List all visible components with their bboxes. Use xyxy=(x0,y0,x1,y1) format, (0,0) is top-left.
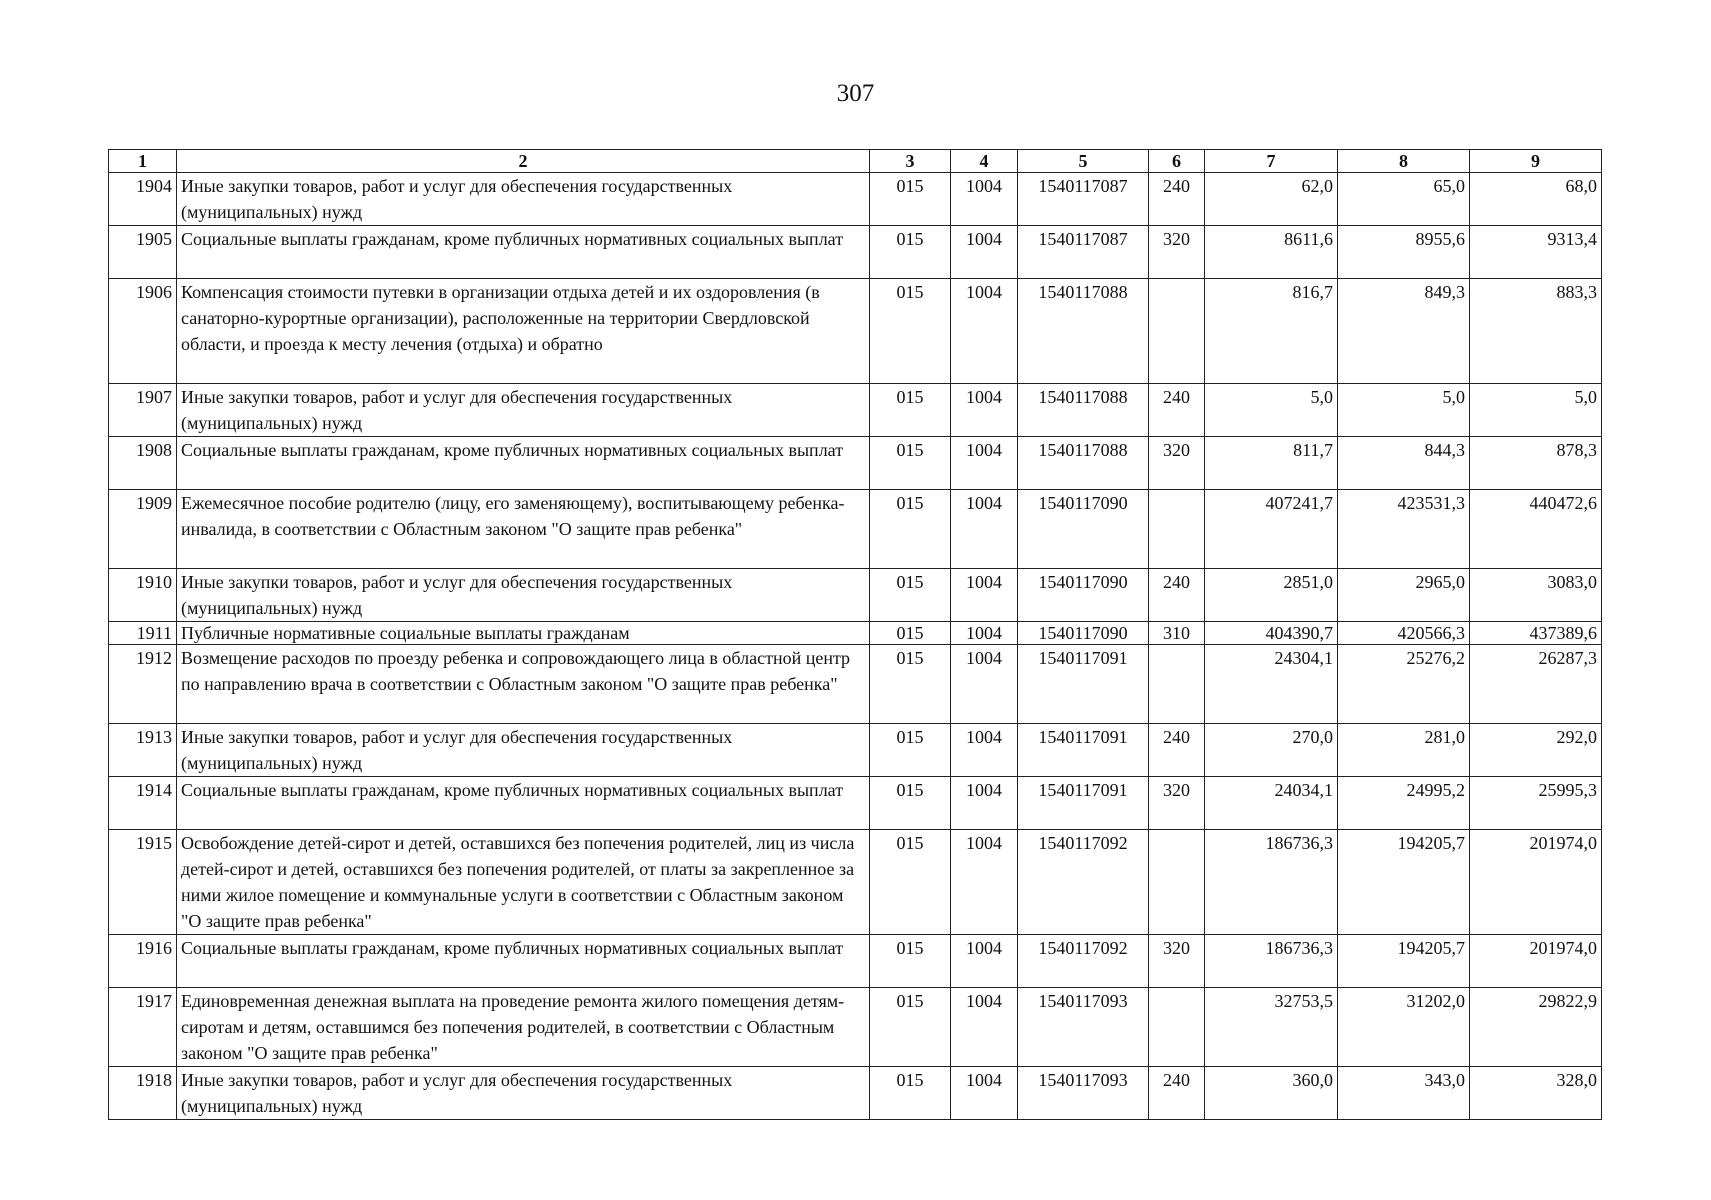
row-code-section: 1004 xyxy=(951,645,1018,724)
row-value-col8: 281,0 xyxy=(1338,724,1470,777)
table-row xyxy=(109,1067,1602,1120)
row-value-col8: 8955,6 xyxy=(1338,226,1470,279)
row-value-col9: 201974,0 xyxy=(1470,830,1602,935)
row-description: Компенсация стоимости путевки в организации отдыха детей и их оздоровления (в санаторно-курортные организации), расположенные на территории Свердловской области, и проезда к месту лечения (отдыха) и обратно xyxy=(177,279,870,384)
row-number: 1908 xyxy=(109,437,177,490)
row-value-col8: 194205,7 xyxy=(1338,830,1470,935)
header-row xyxy=(109,150,1602,173)
column-header: 3 xyxy=(870,150,951,173)
row-value-col9: 437389,6 xyxy=(1470,622,1602,645)
row-number: 1910 xyxy=(109,569,177,622)
row-code-type: 320 xyxy=(1149,777,1205,830)
row-code-section: 1004 xyxy=(951,226,1018,279)
row-value-col7: 8611,6 xyxy=(1205,226,1338,279)
row-description: Публичные нормативные социальные выплаты гражданам xyxy=(177,622,870,645)
row-code-target: 1540117091 xyxy=(1018,777,1149,830)
row-code-target: 1540117087 xyxy=(1018,226,1149,279)
table-row xyxy=(109,724,1602,777)
row-value-col9: 3083,0 xyxy=(1470,569,1602,622)
row-value-col9: 201974,0 xyxy=(1470,935,1602,988)
row-code-section: 1004 xyxy=(951,830,1018,935)
row-code-target: 1540117088 xyxy=(1018,279,1149,384)
row-value-col8: 849,3 xyxy=(1338,279,1470,384)
row-code-admin: 015 xyxy=(870,569,951,622)
row-value-col7: 186736,3 xyxy=(1205,830,1338,935)
row-code-section: 1004 xyxy=(951,384,1018,437)
row-value-col9: 68,0 xyxy=(1470,173,1602,226)
column-header: 6 xyxy=(1149,150,1205,173)
table-row xyxy=(109,173,1602,226)
row-code-section: 1004 xyxy=(951,622,1018,645)
row-value-col9: 878,3 xyxy=(1470,437,1602,490)
row-value-col7: 24034,1 xyxy=(1205,777,1338,830)
row-value-col8: 5,0 xyxy=(1338,384,1470,437)
row-code-admin: 015 xyxy=(870,645,951,724)
row-value-col9: 25995,3 xyxy=(1470,777,1602,830)
row-code-target: 1540117088 xyxy=(1018,437,1149,490)
row-code-type xyxy=(1149,988,1205,1067)
column-header: 7 xyxy=(1205,150,1338,173)
row-code-admin: 015 xyxy=(870,279,951,384)
row-code-type: 310 xyxy=(1149,622,1205,645)
row-value-col8: 423531,3 xyxy=(1338,490,1470,569)
row-code-section: 1004 xyxy=(951,569,1018,622)
row-code-section: 1004 xyxy=(951,724,1018,777)
row-value-col9: 29822,9 xyxy=(1470,988,1602,1067)
row-code-admin: 015 xyxy=(870,1067,951,1120)
row-code-admin: 015 xyxy=(870,988,951,1067)
row-description: Иные закупки товаров, работ и услуг для обеспечения государственных (муниципальных) нужд xyxy=(177,173,870,226)
row-code-admin: 015 xyxy=(870,777,951,830)
row-code-type xyxy=(1149,490,1205,569)
row-value-col7: 811,7 xyxy=(1205,437,1338,490)
row-description: Иные закупки товаров, работ и услуг для обеспечения государственных (муниципальных) нужд xyxy=(177,384,870,437)
column-header: 2 xyxy=(177,150,870,173)
row-code-type: 320 xyxy=(1149,935,1205,988)
table-row xyxy=(109,622,1602,645)
row-code-type: 240 xyxy=(1149,1067,1205,1120)
row-value-col9: 883,3 xyxy=(1470,279,1602,384)
row-code-target: 1540117090 xyxy=(1018,622,1149,645)
row-code-type: 240 xyxy=(1149,173,1205,226)
row-code-section: 1004 xyxy=(951,935,1018,988)
row-value-col7: 62,0 xyxy=(1205,173,1338,226)
table-row xyxy=(109,384,1602,437)
table-row xyxy=(109,226,1602,279)
row-code-type: 240 xyxy=(1149,724,1205,777)
row-code-target: 1540117087 xyxy=(1018,173,1149,226)
row-code-admin: 015 xyxy=(870,622,951,645)
row-description: Социальные выплаты гражданам, кроме публичных нормативных социальных выплат xyxy=(177,777,870,830)
budget-table xyxy=(108,149,1602,1120)
page-number: 307 xyxy=(836,80,875,107)
row-description: Ежемесячное пособие родителю (лицу, его заменяющему), воспитывающему ребенка-инвалида, в соответствии с Областным законом "О защите прав ребенка" xyxy=(177,490,870,569)
row-value-col7: 816,7 xyxy=(1205,279,1338,384)
row-code-section: 1004 xyxy=(951,437,1018,490)
row-value-col8: 65,0 xyxy=(1338,173,1470,226)
column-header: 5 xyxy=(1018,150,1149,173)
row-code-target: 1540117092 xyxy=(1018,935,1149,988)
table-row xyxy=(109,777,1602,830)
row-code-admin: 015 xyxy=(870,830,951,935)
row-number: 1914 xyxy=(109,777,177,830)
row-value-col7: 407241,7 xyxy=(1205,490,1338,569)
row-code-admin: 015 xyxy=(870,173,951,226)
row-value-col7: 24304,1 xyxy=(1205,645,1338,724)
row-number: 1918 xyxy=(109,1067,177,1120)
row-code-admin: 015 xyxy=(870,724,951,777)
row-code-target: 1540117090 xyxy=(1018,569,1149,622)
row-value-col8: 343,0 xyxy=(1338,1067,1470,1120)
row-code-section: 1004 xyxy=(951,173,1018,226)
row-number: 1913 xyxy=(109,724,177,777)
row-code-type: 320 xyxy=(1149,437,1205,490)
row-value-col9: 440472,6 xyxy=(1470,490,1602,569)
row-value-col9: 5,0 xyxy=(1470,384,1602,437)
row-value-col7: 360,0 xyxy=(1205,1067,1338,1120)
row-code-type: 240 xyxy=(1149,569,1205,622)
row-code-target: 1540117090 xyxy=(1018,490,1149,569)
row-value-col9: 9313,4 xyxy=(1470,226,1602,279)
row-code-target: 1540117091 xyxy=(1018,645,1149,724)
row-code-target: 1540117093 xyxy=(1018,1067,1149,1120)
column-header: 8 xyxy=(1338,150,1470,173)
row-code-admin: 015 xyxy=(870,384,951,437)
row-value-col7: 5,0 xyxy=(1205,384,1338,437)
row-value-col7: 404390,7 xyxy=(1205,622,1338,645)
row-value-col9: 292,0 xyxy=(1470,724,1602,777)
row-code-target: 1540117088 xyxy=(1018,384,1149,437)
row-code-target: 1540117091 xyxy=(1018,724,1149,777)
table-row xyxy=(109,935,1602,988)
row-code-section: 1004 xyxy=(951,777,1018,830)
row-number: 1907 xyxy=(109,384,177,437)
row-description: Социальные выплаты гражданам, кроме публичных нормативных социальных выплат xyxy=(177,935,870,988)
row-number: 1917 xyxy=(109,988,177,1067)
row-code-target: 1540117093 xyxy=(1018,988,1149,1067)
table-row xyxy=(109,279,1602,384)
row-value-col8: 31202,0 xyxy=(1338,988,1470,1067)
row-code-target: 1540117092 xyxy=(1018,830,1149,935)
row-value-col8: 25276,2 xyxy=(1338,645,1470,724)
row-value-col9: 26287,3 xyxy=(1470,645,1602,724)
row-code-section: 1004 xyxy=(951,1067,1018,1120)
table-row xyxy=(109,490,1602,569)
row-value-col7: 32753,5 xyxy=(1205,988,1338,1067)
row-code-type: 320 xyxy=(1149,226,1205,279)
row-value-col8: 2965,0 xyxy=(1338,569,1470,622)
row-number: 1916 xyxy=(109,935,177,988)
row-value-col8: 194205,7 xyxy=(1338,935,1470,988)
row-code-section: 1004 xyxy=(951,490,1018,569)
row-description: Иные закупки товаров, работ и услуг для обеспечения государственных (муниципальных) нужд xyxy=(177,724,870,777)
row-value-col7: 2851,0 xyxy=(1205,569,1338,622)
row-description: Возмещение расходов по проезду ребенка и сопровождающего лица в областной центр по направлению врача в соответствии с Областным законом "О защите прав ребенка" xyxy=(177,645,870,724)
row-code-admin: 015 xyxy=(870,437,951,490)
row-number: 1904 xyxy=(109,173,177,226)
row-value-col8: 844,3 xyxy=(1338,437,1470,490)
table-row xyxy=(109,645,1602,724)
row-code-admin: 015 xyxy=(870,490,951,569)
row-description: Иные закупки товаров, работ и услуг для обеспечения государственных (муниципальных) нужд xyxy=(177,1067,870,1120)
row-number: 1906 xyxy=(109,279,177,384)
table-row xyxy=(109,437,1602,490)
table-row xyxy=(109,569,1602,622)
row-code-type xyxy=(1149,279,1205,384)
row-code-type xyxy=(1149,830,1205,935)
column-header: 9 xyxy=(1470,150,1602,173)
row-code-type xyxy=(1149,645,1205,724)
row-value-col8: 24995,2 xyxy=(1338,777,1470,830)
row-value-col8: 420566,3 xyxy=(1338,622,1470,645)
column-header: 1 xyxy=(109,150,177,173)
row-code-section: 1004 xyxy=(951,988,1018,1067)
row-code-admin: 015 xyxy=(870,226,951,279)
row-number: 1911 xyxy=(109,622,177,645)
row-description: Освобождение детей-сирот и детей, оставшихся без попечения родителей, лиц из числа детей-сирот и детей, оставшихся без попечения родителей, от платы за закрепленное за ними жилое помещение и коммунальные услуги в соответствии с Областным законом "О защите прав ребенка" xyxy=(177,830,870,935)
row-value-col7: 186736,3 xyxy=(1205,935,1338,988)
row-number: 1909 xyxy=(109,490,177,569)
row-description: Социальные выплаты гражданам, кроме публичных нормативных социальных выплат xyxy=(177,226,870,279)
column-header: 4 xyxy=(951,150,1018,173)
row-code-section: 1004 xyxy=(951,279,1018,384)
row-description: Иные закупки товаров, работ и услуг для обеспечения государственных (муниципальных) нужд xyxy=(177,569,870,622)
row-value-col9: 328,0 xyxy=(1470,1067,1602,1120)
row-number: 1905 xyxy=(109,226,177,279)
row-value-col7: 270,0 xyxy=(1205,724,1338,777)
row-code-type: 240 xyxy=(1149,384,1205,437)
row-description: Единовременная денежная выплата на проведение ремонта жилого помещения детям-сиротам и детям, оставшимся без попечения родителей, в соответствии с Областным законом "О защите прав ребенка" xyxy=(177,988,870,1067)
row-number: 1912 xyxy=(109,645,177,724)
table-row xyxy=(109,830,1602,935)
row-number: 1915 xyxy=(109,830,177,935)
table-row xyxy=(109,988,1602,1067)
row-description: Социальные выплаты гражданам, кроме публичных нормативных социальных выплат xyxy=(177,437,870,490)
row-code-admin: 015 xyxy=(870,935,951,988)
